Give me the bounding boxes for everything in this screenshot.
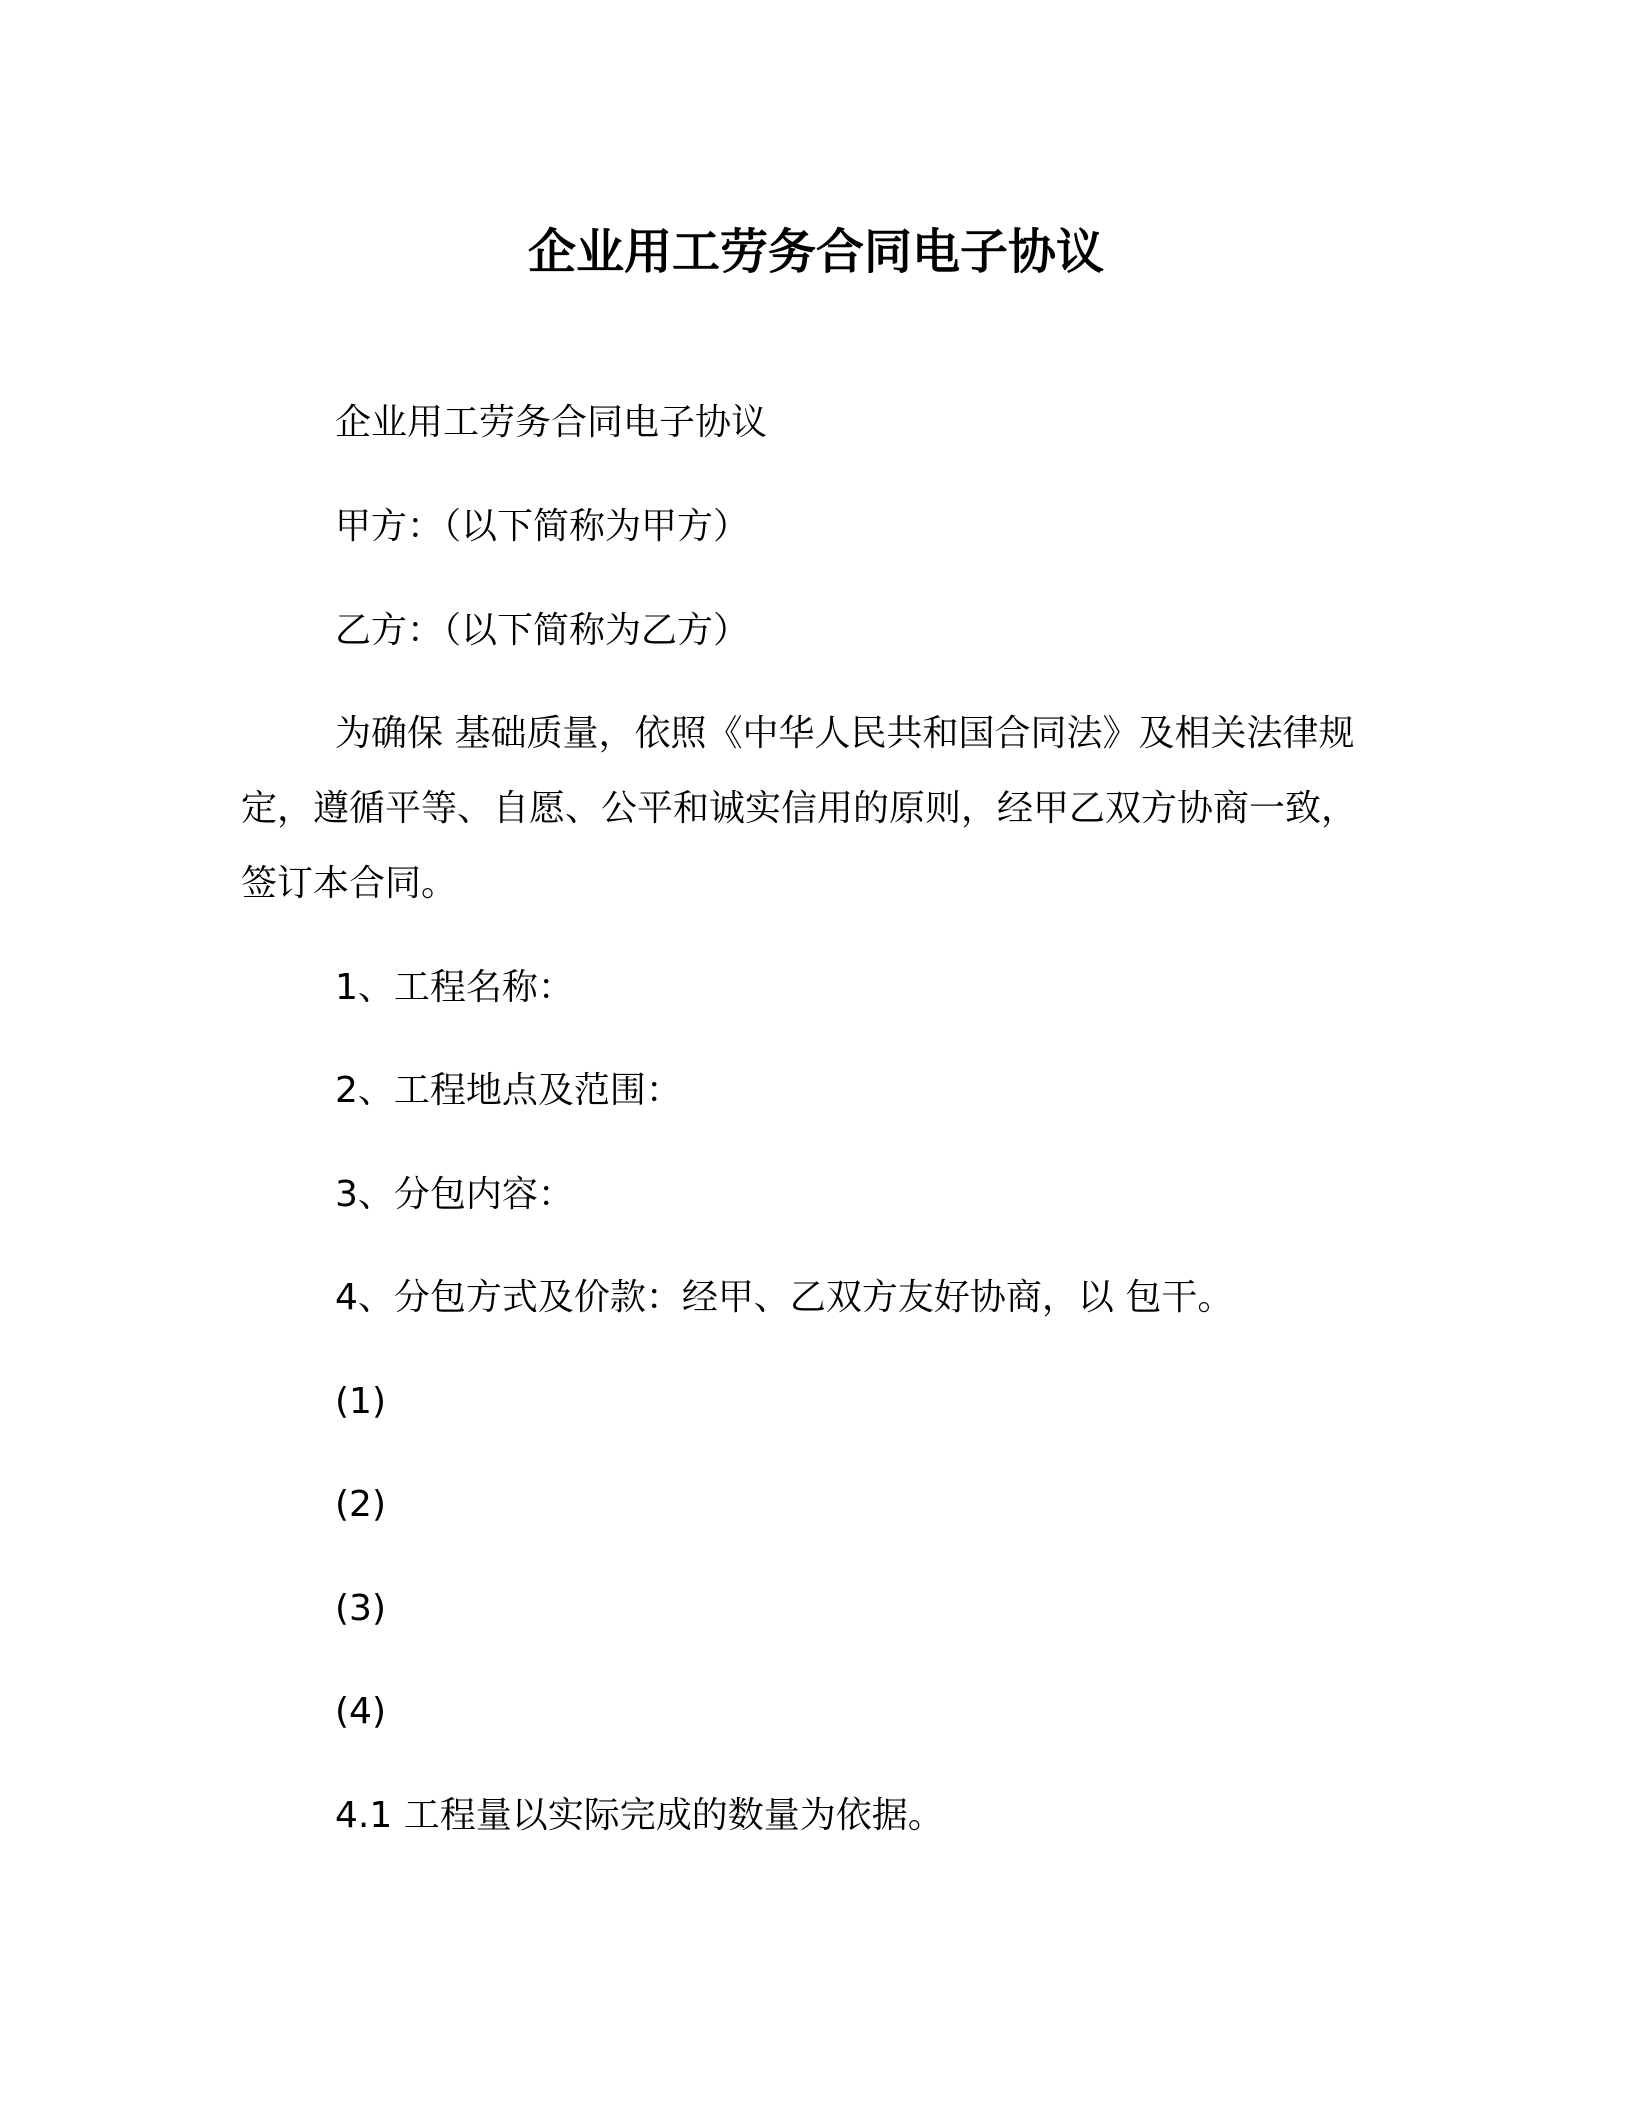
sub-item-1: (1) [335, 1381, 386, 1422]
item-project-location: 2、工程地点及范围： [335, 1070, 682, 1111]
document-subtitle: 企业用工劳务合同电子协议 [335, 402, 768, 443]
sub-item-4: (4) [335, 1691, 386, 1732]
clause-4-1: 4.1 工程量以实际完成的数量为依据。 [335, 1795, 944, 1836]
sub-item-2: (2) [335, 1484, 386, 1525]
party-a-line: 甲方：（以下简称为甲方） [335, 506, 750, 547]
preamble-line-3: 签订本合同。 [241, 863, 458, 904]
sub-item-3: (3) [335, 1588, 386, 1629]
item-project-name: 1、工程名称： [335, 967, 574, 1008]
party-b-line: 乙方：（以下简称为乙方） [335, 610, 750, 651]
preamble-line-2: 定，遵循平等、自愿、公平和诚实信用的原则，经甲乙双方协商一致， [241, 788, 1358, 829]
document-title: 企业用工劳务合同电子协议 [527, 224, 1104, 280]
preamble-line-1: 为确保 基础质量，依照《中华人民共和国合同法》及相关法律规 [335, 713, 1355, 754]
item-subcontract-content: 3、分包内容： [335, 1174, 574, 1215]
item-subcontract-method: 4、分包方式及价款：经甲、乙双方友好协商，以 包干。 [335, 1277, 1234, 1318]
